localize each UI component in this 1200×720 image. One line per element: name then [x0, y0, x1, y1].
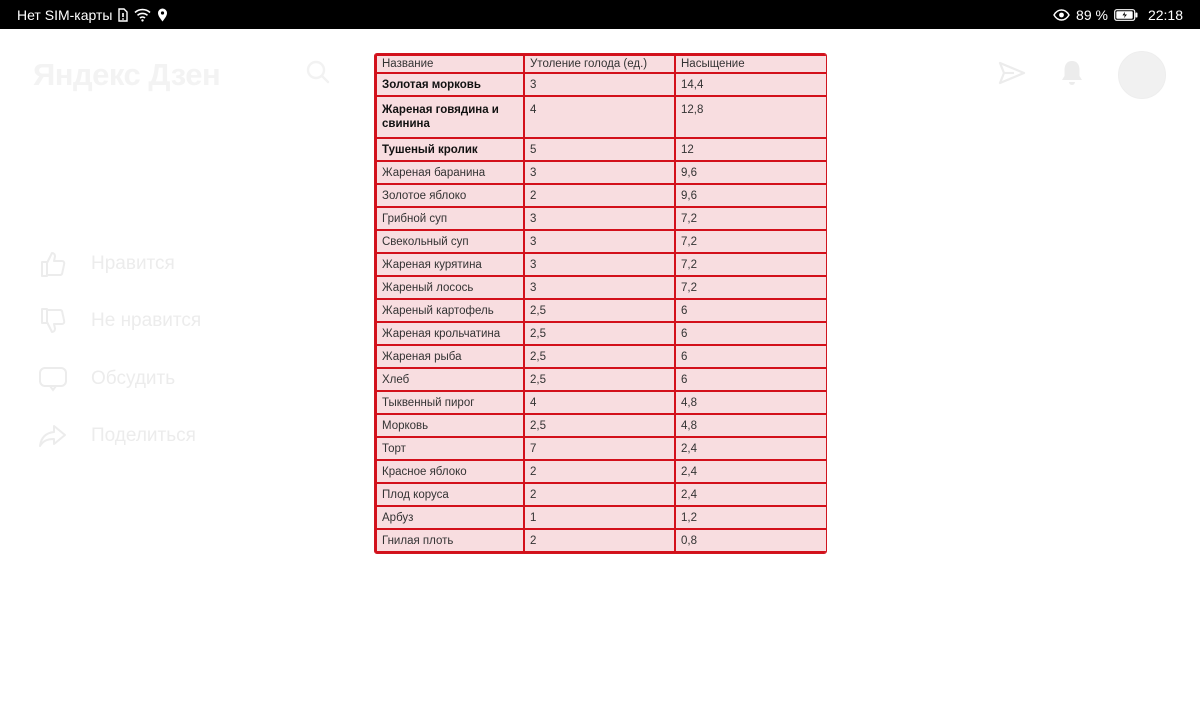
table-row — [376, 207, 827, 230]
cell-saturation: 7,2 — [675, 207, 827, 230]
cell-saturation: 2,4 — [675, 460, 827, 483]
thumbs-down-icon — [38, 307, 68, 335]
battery-label: 89 % — [1076, 6, 1108, 23]
table-row — [376, 437, 827, 460]
article-actions — [38, 249, 201, 479]
table-row — [376, 230, 827, 253]
clock: 22:18 — [1147, 6, 1183, 23]
cell-hunger: 2 — [524, 483, 675, 506]
cell-saturation: 7,2 — [675, 253, 827, 276]
cell-saturation: 2,4 — [675, 437, 827, 460]
cell-name: Жареный картофель — [376, 299, 524, 322]
zen-logo[interactable] — [33, 57, 220, 93]
cell-saturation: 6 — [675, 322, 827, 345]
table-row — [376, 368, 827, 391]
table-row — [376, 161, 827, 184]
eye-icon — [1053, 9, 1070, 21]
food-table — [375, 54, 827, 553]
cell-saturation: 9,6 — [675, 161, 827, 184]
cell-name: Тушеный кролик — [376, 138, 524, 161]
cell-hunger: 4 — [524, 391, 675, 414]
table-row — [376, 391, 827, 414]
table-row — [376, 299, 827, 322]
avatar[interactable] — [1118, 51, 1166, 99]
table-row — [376, 322, 827, 345]
cell-name: Жареная крольчатина — [376, 322, 524, 345]
status-bar-left — [17, 7, 168, 23]
cell-hunger: 5 — [524, 138, 675, 161]
cell-hunger: 2 — [524, 184, 675, 207]
cell-saturation: 1,2 — [675, 506, 827, 529]
share-label: Поделиться — [91, 425, 196, 446]
search-icon[interactable] — [305, 59, 331, 90]
cell-name: Гнилая плоть — [376, 529, 524, 552]
table-row — [376, 184, 827, 207]
cell-saturation: 12,8 — [675, 96, 827, 138]
cell-hunger: 3 — [524, 207, 675, 230]
cell-hunger: 4 — [524, 96, 675, 138]
cell-name: Плод коруса — [376, 483, 524, 506]
header-hunger: Утоление голода (ед.) — [524, 55, 675, 73]
bell-icon[interactable] — [1060, 59, 1084, 92]
header-name: Название — [376, 55, 524, 73]
cell-saturation: 0,8 — [675, 529, 827, 552]
cell-name: Золотое яблоко — [376, 184, 524, 207]
send-icon[interactable] — [998, 60, 1026, 91]
dislike-label: Не нравится — [91, 310, 202, 331]
cell-hunger: 7 — [524, 437, 675, 460]
cell-name: Жареная курятина — [376, 253, 524, 276]
location-icon — [157, 8, 168, 22]
cell-name: Красное яблоко — [376, 460, 524, 483]
cell-saturation: 12 — [675, 138, 827, 161]
table-row — [376, 460, 827, 483]
cell-saturation: 9,6 — [675, 184, 827, 207]
table-row — [376, 253, 827, 276]
cell-name: Тыквенный пирог — [376, 391, 524, 414]
comment-label: Обсудить — [91, 367, 176, 389]
table-row — [376, 483, 827, 506]
share-button[interactable] — [38, 422, 201, 451]
battery-icon — [1114, 9, 1138, 21]
cell-name: Жареный лосось — [376, 276, 524, 299]
cell-saturation: 7,2 — [675, 230, 827, 253]
table-row — [376, 529, 827, 552]
logo-text: Яндекс Дзен — [33, 57, 221, 92]
share-icon — [38, 422, 68, 450]
cell-saturation: 6 — [675, 299, 827, 322]
cell-name: Жареная рыба — [376, 345, 524, 368]
header-saturation: Насыщение — [675, 55, 827, 73]
like-button[interactable] — [38, 249, 201, 278]
cell-saturation: 6 — [675, 345, 827, 368]
table-header-row — [376, 55, 827, 73]
cell-name: Жареная баранина — [376, 161, 524, 184]
cell-name: Хлеб — [376, 368, 524, 391]
cell-name: Жареная говядина и свинина — [376, 96, 524, 138]
cell-name: Арбуз — [376, 506, 524, 529]
cell-hunger: 3 — [524, 161, 675, 184]
cell-hunger: 3 — [524, 276, 675, 299]
food-table-image — [374, 53, 827, 554]
cell-hunger: 3 — [524, 230, 675, 253]
header-right — [998, 51, 1166, 99]
table-row — [376, 506, 827, 529]
cell-hunger: 2 — [524, 529, 675, 552]
cell-hunger: 2,5 — [524, 414, 675, 437]
cell-hunger: 3 — [524, 73, 675, 96]
cell-name: Грибной суп — [376, 207, 524, 230]
table-row — [376, 73, 827, 96]
thumbs-up-icon — [38, 250, 68, 278]
cell-hunger: 2,5 — [524, 299, 675, 322]
cell-name: Морковь — [376, 414, 524, 437]
cell-hunger: 1 — [524, 506, 675, 529]
dislike-button[interactable] — [38, 307, 201, 336]
wifi-icon — [134, 8, 151, 22]
status-bar — [0, 0, 1200, 29]
cell-saturation: 7,2 — [675, 276, 827, 299]
cell-hunger: 2,5 — [524, 368, 675, 391]
carrier-label: Нет SIM-карты — [17, 6, 113, 23]
cell-hunger: 3 — [524, 253, 675, 276]
cell-saturation: 14,4 — [675, 73, 827, 96]
comment-icon — [38, 365, 68, 393]
like-label: Нравится — [91, 252, 175, 274]
cell-saturation: 2,4 — [675, 483, 827, 506]
comment-button[interactable] — [38, 364, 201, 393]
cell-name: Торт — [376, 437, 524, 460]
cell-hunger: 2 — [524, 460, 675, 483]
table-row — [376, 138, 827, 161]
table-row — [376, 96, 827, 138]
sim-icon — [118, 8, 128, 22]
table-row — [376, 345, 827, 368]
cell-hunger: 2,5 — [524, 322, 675, 345]
cell-saturation: 4,8 — [675, 391, 827, 414]
cell-hunger: 2,5 — [524, 345, 675, 368]
cell-saturation: 6 — [675, 368, 827, 391]
table-row — [376, 276, 827, 299]
status-bar-right — [1053, 7, 1183, 23]
table-row — [376, 414, 827, 437]
cell-saturation: 4,8 — [675, 414, 827, 437]
cell-name: Золотая морковь — [376, 73, 524, 96]
cell-name: Свекольный суп — [376, 230, 524, 253]
